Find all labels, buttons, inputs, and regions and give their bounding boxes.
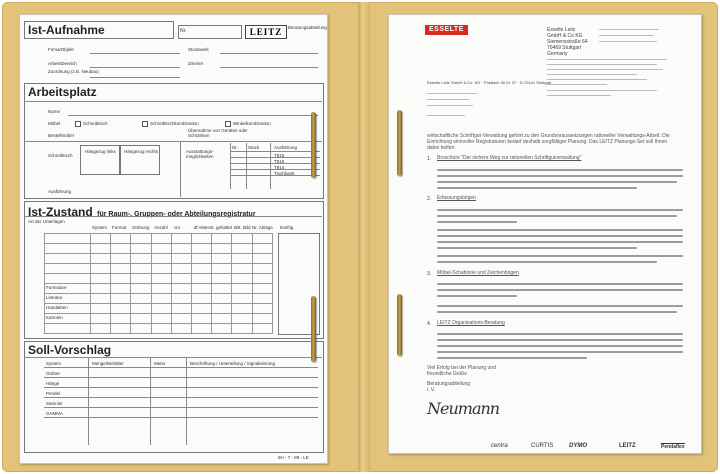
closing-4: i. V. xyxy=(427,387,436,393)
body-text xyxy=(437,351,683,353)
line xyxy=(230,151,320,152)
esselte-logo: ESSELTE xyxy=(425,25,468,35)
line xyxy=(246,143,247,189)
body-text xyxy=(437,261,657,263)
line xyxy=(230,175,320,176)
nr-field[interactable] xyxy=(178,25,242,39)
header-text xyxy=(599,29,659,30)
company-line-4: 70469 Stuttgart xyxy=(547,45,582,51)
fastener-top xyxy=(311,112,316,178)
row-kartoien: Kartoien xyxy=(46,315,63,320)
section-2-title: Erfassungsbögen xyxy=(437,195,476,201)
folder-spine xyxy=(358,2,370,472)
art-label: Art der Unterlagen xyxy=(28,219,65,224)
line xyxy=(44,407,318,408)
checkbox-schreibtisch[interactable] xyxy=(75,121,81,127)
line xyxy=(44,377,318,378)
brand-pendaflex: Pendaflex xyxy=(661,444,685,450)
line xyxy=(220,67,318,68)
section-3-number: 3. xyxy=(427,271,432,277)
soll-vorschlag-title: Soll-Vorschlag xyxy=(28,343,112,357)
col-bild: Bitt. Bild xyxy=(234,225,251,230)
col-ordnung: Ordnung xyxy=(132,225,150,230)
fastener-top-right xyxy=(397,110,402,176)
field-zimmer: Zimmer xyxy=(188,61,204,66)
address-line xyxy=(427,105,473,106)
closing-1: Viel Erfolg bei der Planung und xyxy=(427,365,496,371)
table-header-stueck: Stück xyxy=(248,145,260,150)
line xyxy=(186,357,187,445)
other-option: Übernahme von Geräten oder Schränken xyxy=(188,128,248,138)
form-code: 8H - 7 - 89 - LE xyxy=(278,455,309,460)
ausfuehrung-label: Ausführung xyxy=(48,189,72,194)
section-4-title: LEITZ Organisations-Beratung xyxy=(437,320,505,326)
planning-form-sheet xyxy=(19,14,328,464)
fastener-bottom-right xyxy=(397,294,402,356)
brand-dymo: DYMO xyxy=(569,443,587,449)
body-text xyxy=(437,241,683,243)
line xyxy=(90,67,180,68)
body-text xyxy=(437,305,683,307)
body-text xyxy=(437,339,683,341)
line xyxy=(44,367,318,368)
row-literatur: Literatur xyxy=(46,295,63,300)
ist-zustand-subtitle: für Raum-, Gruppen- oder Abteilungsregistratur xyxy=(97,211,256,218)
company-line-5: Germany xyxy=(547,51,568,57)
option-kombination: Schreibtischkombination xyxy=(150,121,199,126)
body-text xyxy=(437,255,683,257)
field-firma: Firma/Objekt xyxy=(48,47,74,52)
closing-2: freundliche Grüße xyxy=(427,371,468,377)
line xyxy=(230,163,320,164)
brand-note: Beratungsabteilung xyxy=(288,25,327,30)
line xyxy=(220,53,318,54)
line xyxy=(24,101,322,102)
col-aktenst: Ø Aktenst. xyxy=(194,225,215,230)
line xyxy=(90,77,180,78)
sender-line: Esselte Leitz GmbH & Co. KG · Postfach 30 01 37 · D-70441 Stuttgart xyxy=(427,80,552,85)
body-text xyxy=(437,283,683,285)
company-line-2: GmbH & Co KG xyxy=(547,33,583,39)
haengezug-rechts: Hängezug rechts xyxy=(124,149,159,154)
brand-centra: centra xyxy=(491,443,508,449)
col-cm: cm xyxy=(174,225,180,230)
header-text xyxy=(547,59,667,60)
line xyxy=(44,387,318,388)
body-text xyxy=(437,345,683,347)
line xyxy=(270,143,271,189)
row-formulare: Formulare xyxy=(46,285,67,290)
body-text xyxy=(437,311,677,313)
col-kuenftig: künftig xyxy=(280,225,294,230)
header-text xyxy=(599,41,657,42)
haengezug-links: Hängezug links xyxy=(85,149,116,154)
soll-row-samnier: Samnier xyxy=(46,401,63,406)
option-schreibtisch: Schreibtisch xyxy=(83,121,108,126)
address-line xyxy=(427,115,465,116)
header-text xyxy=(547,64,657,65)
header-text xyxy=(547,95,611,96)
table-value: T916 xyxy=(274,159,285,164)
header-text xyxy=(547,90,657,91)
fastener-bottom xyxy=(311,296,316,362)
section-1-number: 1. xyxy=(427,156,432,162)
body-text xyxy=(437,235,683,237)
header-text xyxy=(599,35,654,36)
col-ablage: Nr. Abläge xyxy=(252,225,273,230)
table-header-nr: Nr. xyxy=(232,145,238,150)
line xyxy=(24,216,322,217)
header-text xyxy=(547,79,647,80)
field-arbeitsbereich: Arbeitsbereich xyxy=(48,61,77,66)
section-3-title: Möbel-Schablone und Zeichenbogen xyxy=(437,270,519,276)
header-text xyxy=(547,74,637,75)
line xyxy=(90,53,180,54)
address-line xyxy=(427,99,469,100)
letter-intro: wirtschaftliche Schriftgut-Verwaltung gehört zu den Grundvoraussetzungen rationeller Verwaltungs-Arbeit. Die Einrichtung sinnvoller Registraturen bedarf deshalb sorgfältiger Planung. Das LEITZ Planungs-Set soll Ihnen dabei helfen: xyxy=(427,133,670,151)
row-handakten: Handakten xyxy=(46,305,68,310)
ausstattung-label: Ausstattungs-möglichkeiten xyxy=(186,149,214,159)
body-text xyxy=(437,209,683,211)
section-1-title: Broschüre "Der sichere Weg zur rationellen Schriftgutverwaltung" xyxy=(437,155,582,161)
body-text xyxy=(437,221,517,223)
body-text xyxy=(437,187,637,189)
soll-header-menge: Menge/Behälter xyxy=(92,361,124,366)
header-text xyxy=(547,69,663,70)
line xyxy=(44,397,318,398)
line xyxy=(88,357,89,445)
address-line xyxy=(427,93,477,94)
line xyxy=(68,115,318,116)
checkbox-winkel[interactable] xyxy=(225,121,231,127)
ist-aufnahme-title: Ist-Aufnahme xyxy=(28,23,105,37)
closing-3: Beratungsabteilung xyxy=(427,381,471,387)
signature: Neumann xyxy=(427,399,500,418)
body-text xyxy=(437,295,517,297)
field-bestellmoebel: Bestellmöbel xyxy=(48,133,74,138)
body-text xyxy=(437,229,683,231)
soll-header-system: System xyxy=(46,361,62,366)
brand-curtis: CURTIS xyxy=(531,443,554,449)
soll-row-gamma: GAMMA xyxy=(46,411,64,416)
table-value: Tischbank xyxy=(274,171,295,176)
line xyxy=(230,169,320,170)
field-stockwerk: Stockwerk xyxy=(188,47,209,52)
brand-leitz: LEITZ xyxy=(619,443,636,449)
section-2-number: 2. xyxy=(427,196,432,202)
field-moebel: Möbel xyxy=(48,121,61,126)
soll-header-beschriftung: Beschriftung / Unterteilung / Signalisierung xyxy=(190,361,276,366)
body-text xyxy=(437,181,677,183)
table-header-ausfuehrung: Ausführung xyxy=(274,145,298,150)
soll-row-ordner: Ordner xyxy=(46,371,61,376)
line xyxy=(230,157,320,158)
line xyxy=(24,141,322,142)
body-text xyxy=(437,169,683,171)
soll-header-meter: Meter xyxy=(154,361,166,366)
section-4-number: 4. xyxy=(427,321,432,327)
line xyxy=(180,141,181,197)
schreibtisch-label: Schreibtisch xyxy=(48,153,73,158)
line xyxy=(230,143,231,189)
col-anzahl: Anzahl xyxy=(154,225,168,230)
letter-sheet xyxy=(388,14,702,454)
company-line-1: Esselte Leitz xyxy=(547,27,576,33)
field-zuordnung: Zuordnung (z.B. Neubau) xyxy=(48,69,99,74)
checkbox-kombination[interactable] xyxy=(142,121,148,127)
body-text xyxy=(437,289,683,291)
col-system: System xyxy=(92,225,108,230)
line xyxy=(24,357,322,358)
body-text xyxy=(437,215,677,217)
col-gehaltet: gehaltet xyxy=(216,225,233,230)
line xyxy=(150,357,151,445)
field-name: Name xyxy=(48,109,61,114)
header-text xyxy=(547,84,607,85)
col-format: Format xyxy=(112,225,127,230)
table-value: T914 xyxy=(274,165,285,170)
nr-label: Nr. xyxy=(180,28,187,34)
option-winkel: Winkelkombination xyxy=(233,121,271,126)
ist-zustand-title: Ist-Zustand xyxy=(28,205,93,219)
arbeitsplatz-title: Arbeitsplatz xyxy=(28,85,97,99)
body-text xyxy=(437,357,587,359)
company-line-3: Siemensstraße 64 xyxy=(547,39,588,45)
soll-row-pendel: Pendel xyxy=(46,391,61,396)
table-value: T915 xyxy=(274,153,285,158)
line xyxy=(44,417,318,418)
body-text xyxy=(437,333,683,335)
leitz-logo: LEITZ xyxy=(245,25,287,39)
body-text xyxy=(437,175,683,177)
body-text xyxy=(437,247,637,249)
ist-zustand-grid xyxy=(44,233,273,334)
soll-row-haenge: Hänge xyxy=(46,381,60,386)
title-frame xyxy=(24,21,174,39)
